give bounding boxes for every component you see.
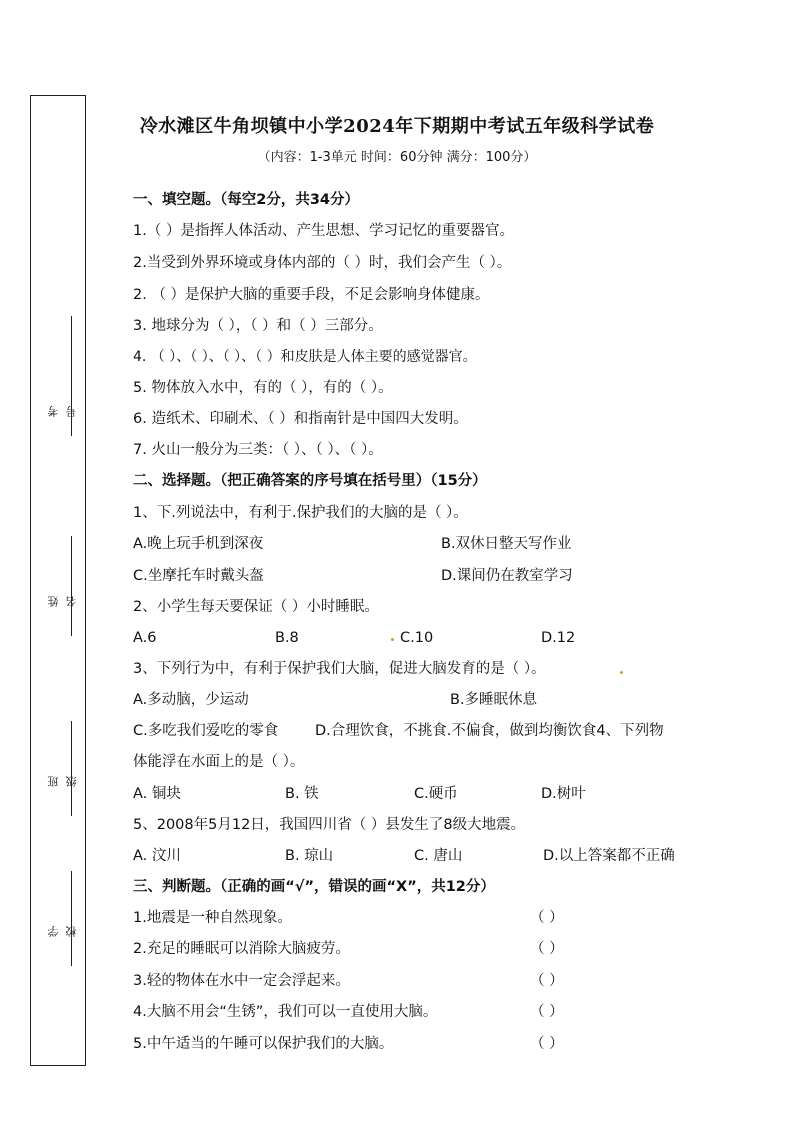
answer-bracket: （ ） [530,1004,564,1020]
judgment-item: 3.轻的物体在水中一定会浮起来。 [133,973,350,989]
option-a: A. 铜块 [133,786,181,802]
page-subtitle: （内容：1-3单元 时间：60分钟 满分：100分） [257,150,537,165]
option-c: C.硬币 [414,786,458,802]
option-a: A.多动脑，少运动 [133,692,249,708]
judgment-item: 4.大脑不用会“生锈”，我们可以一直使用大脑。 [133,1004,438,1020]
option-d: D.以上答案都不正确 [543,848,675,864]
answer-bracket: （ ） [530,973,564,989]
answer-bracket: （ ） [530,1036,564,1052]
option-b: B. 琼山 [285,848,334,864]
binding-fill-line [71,871,72,966]
question-line: 2. （ ）是保护大脑的重要手段，不足会影响身体健康。 [133,287,490,303]
judgment-item: 2.充足的睡眠可以消除大脑疲劳。 [133,941,350,957]
stray-mark [391,638,394,641]
option-c: C.10 [400,630,434,646]
option-c: C.坐摩托车时戴头盔 [133,568,264,584]
question-stem: 1、下.列说法中，有利于.保护我们的大脑的是（ ）。 [133,505,468,521]
option-d: D.树叶 [541,786,586,802]
page-title: 冷水滩区牛角坝镇中小学2024年下期期中考试五年级科学试卷 [139,116,655,137]
binding-label-name: 姓名 [47,596,78,607]
option-a: A.6 [133,630,157,646]
stray-mark [620,671,623,674]
question-line: 3. 地球分为（ ），（ ）和（ ）三部分。 [133,318,383,334]
binding-margin [30,95,86,1066]
option-d: D.课间仍在教室学习 [441,568,573,584]
question-stem: 2、小学生每天要保证（ ）小时睡眠。 [133,599,379,615]
question-line: 6. 造纸术、印刷术、（ ）和指南针是中国四大发明。 [133,411,468,427]
section-heading-multiple-choice: 二、选择题。（把正确答案的序号填在括号里）（15分） [133,473,487,489]
judgment-item: 1.地震是一种自然现象。 [133,910,292,926]
option-b: B.8 [275,630,299,646]
judgment-item: 5.中午适当的午睡可以保护我们的大脑。 [133,1036,394,1052]
binding-label-class: 班级 [47,776,78,787]
option-a: A.晚上玩手机到深夜 [133,536,264,552]
question-line: 7. 火山一般分为三类：（ ）、（ ）、（ ）。 [133,442,383,458]
option-b: B. 铁 [285,786,319,802]
option-d: D.12 [541,630,576,646]
binding-fill-line [71,316,72,436]
binding-fill-line [71,721,72,816]
answer-bracket: （ ） [530,910,564,926]
option-d: D.合理饮食，不挑食.不偏食，做到均衡饮食4、下列物 [315,723,664,739]
section-heading-fill-blank: 一、填空题。（每空2分，共34分） [133,192,360,208]
section-heading-true-false: 三、判断题。（正确的画“√”，错误的画“X”，共12分） [133,879,495,895]
question-stem: 5、2008年5月12日，我国四川省（ ）县发生了8级大地震。 [133,817,526,833]
question-line: 1.（ ）是指挥人体活动、产生思想、学习记忆的重要器官。 [133,223,514,239]
question-line: 2.当受到外界环境或身体内部的（ ）时，我们会产生（ ）。 [133,255,512,271]
option-b: B.多睡眠休息 [450,692,538,708]
binding-fill-line [71,536,72,636]
question-line: 4. （ ）、（ ）、（ ）、（ ）和皮肤是人体主要的感觉器官。 [133,349,477,365]
option-c: C.多吃我们爱吃的零食 [133,723,279,739]
option-a: A. 汶川 [133,848,181,864]
question-stem-continued: 体能浮在水面上的是（ ）。 [133,754,305,770]
answer-bracket: （ ） [530,941,564,957]
option-c: C. 唐山 [414,848,463,864]
option-b: B.双休日整天写作业 [441,536,572,552]
question-line: 5. 物体放入水中，有的（ ），有的（ ）。 [133,380,393,396]
question-stem: 3、下列行为中，有利于保护我们大脑，促进大脑发育的是（ ）。 [133,661,546,677]
binding-label-exam-number: 考号 [47,406,78,417]
binding-label-school: 学校 [47,926,78,937]
